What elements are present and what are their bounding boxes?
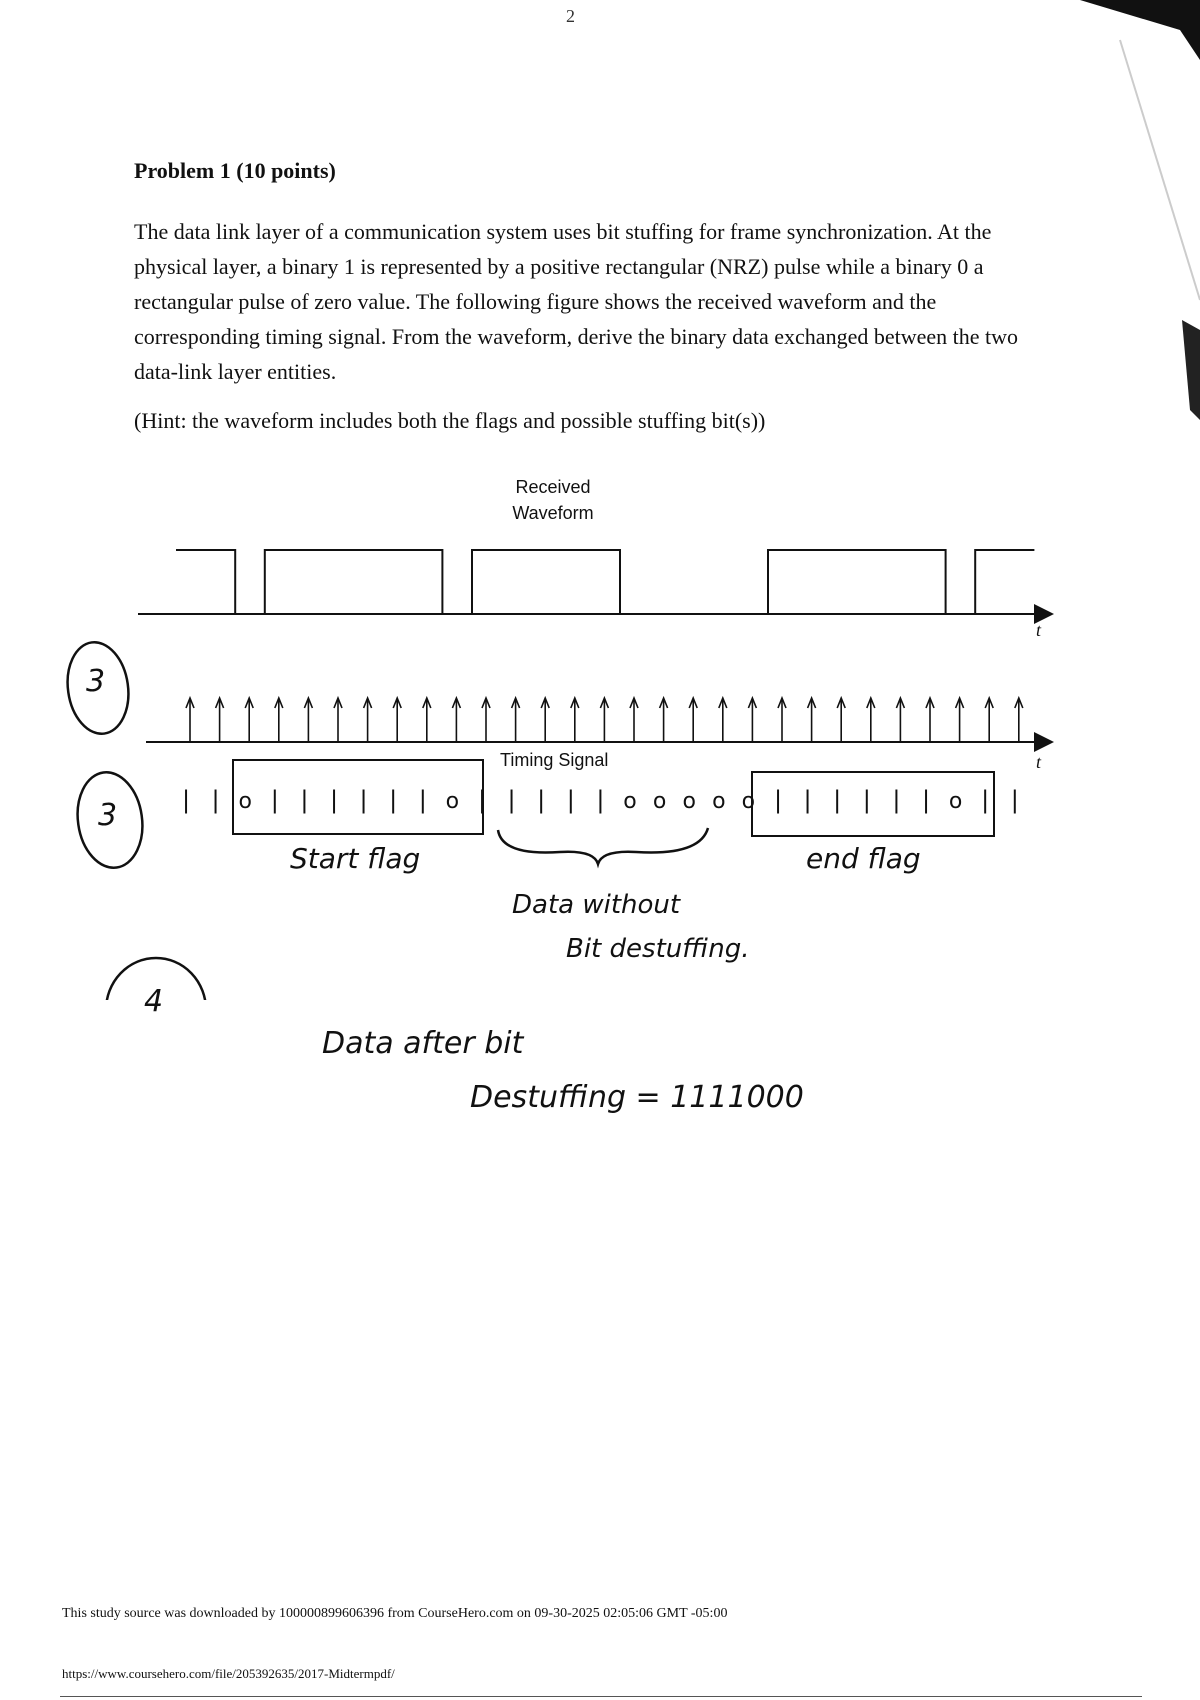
score-mark-3: 4 — [144, 984, 164, 1019]
bit-mark: | — [270, 786, 279, 814]
score-mark-1: 3 — [86, 664, 106, 699]
waveform-pulse — [176, 550, 235, 614]
waveform-pulses — [176, 550, 1034, 614]
bit-mark: | — [596, 786, 605, 814]
bit-mark: | — [892, 786, 901, 814]
bit-mark: o — [623, 789, 637, 814]
bit-mark: o — [948, 789, 963, 814]
source-url: https://www.coursehero.com/file/205392635/2017-Midtermpdf/ — [62, 1666, 395, 1681]
bit-mark: | — [773, 786, 783, 814]
bit-mark: o — [445, 789, 460, 814]
bit-mark: | — [862, 786, 871, 814]
bit-mark: | — [181, 786, 191, 814]
source-footer: This study source was downloaded by 100000899606396 from CourseHero.com on 09-30-2025 02:05:06 GMT -05:00 — [62, 1606, 728, 1621]
waveform-pulse — [265, 550, 443, 614]
bit-mark: | — [329, 786, 339, 814]
problem-body: The data link layer of a communication system uses bit stuffing for frame synchronization. At the physical layer, a binary 1 is represented by a positive rectangular (NRZ) pulse while a binary 0 a rectangular pulse of zero value. The following figure shows the received waveform and the corresponding timing signal. From the waveform, derive the binary data exchanged between the two data-link layer entities. — [134, 219, 1019, 384]
bit-transcription — [182, 786, 1019, 814]
start-flag-note: Start flag — [290, 842, 421, 875]
waveform-pulse — [472, 550, 620, 614]
waveform-label-line1: Received — [515, 477, 591, 497]
bit-mark: | — [566, 786, 575, 814]
timing-axis-label: t — [1036, 752, 1042, 772]
data-after-note-line2: Destuffing = 1111000 — [470, 1080, 804, 1115]
end-flag-note: end flag — [806, 842, 921, 875]
bit-mark: | — [300, 786, 309, 814]
bit-mark: | — [359, 786, 368, 814]
data-without-note-line2: Bit destuffing. — [566, 934, 750, 964]
bit-mark: | — [833, 786, 842, 814]
bit-mark: | — [803, 786, 812, 814]
bit-mark: o — [238, 789, 252, 814]
data-after-note-line1: Data after bit — [322, 1026, 524, 1061]
waveform-label-line2: Waveform — [512, 503, 594, 523]
waveform-pulse — [768, 550, 946, 614]
timing-signal-label: Timing Signal — [500, 750, 609, 770]
bit-mark: | — [507, 786, 516, 814]
waveform-pulse — [975, 550, 1034, 614]
footer-rule — [60, 1696, 1142, 1697]
bit-mark: | — [1010, 786, 1019, 814]
data-brace — [498, 828, 708, 864]
bit-mark: o — [741, 789, 756, 814]
bit-mark: o — [712, 789, 726, 814]
bit-mark: o — [652, 789, 667, 814]
bit-mark: | — [537, 786, 546, 814]
problem-title: Problem 1 (10 points) — [134, 158, 336, 183]
bit-mark: | — [921, 786, 931, 814]
score-mark-2: 3 — [98, 798, 118, 833]
bit-mark: o — [682, 789, 696, 814]
bit-mark: | — [211, 786, 220, 814]
data-without-note-line1: Data without — [512, 890, 681, 920]
bit-mark: | — [389, 786, 398, 814]
timing-ticks — [186, 698, 1023, 742]
page-number-mark: 2 — [566, 6, 575, 26]
problem-hint: (Hint: the waveform includes both the flags and possible stuffing bit(s)) — [134, 408, 766, 433]
bit-mark: | — [418, 786, 427, 814]
bit-mark: | — [981, 786, 990, 814]
bit-mark: | — [477, 786, 487, 814]
waveform-axis-label: t — [1036, 620, 1042, 640]
